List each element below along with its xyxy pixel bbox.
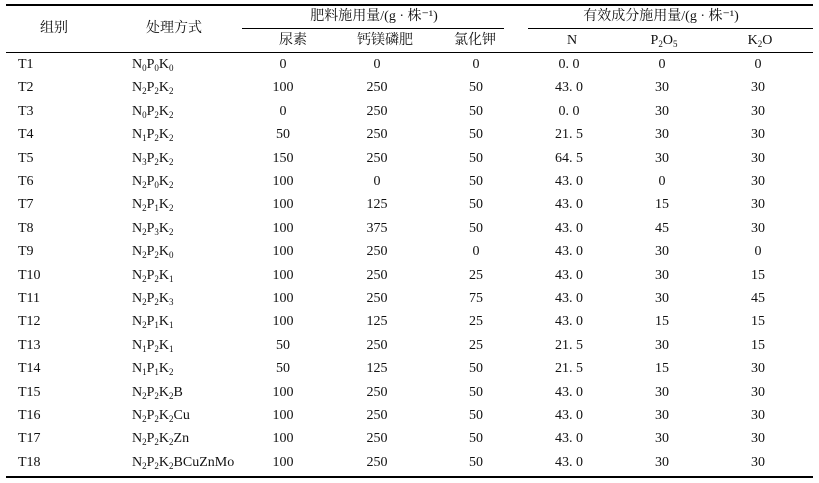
cell-kcl: 25 [469,267,483,283]
cell-n: 0. 0 [558,57,580,72]
cell-ca-mg-phosphate: 250 [366,454,388,470]
cell-urea: 100 [272,244,294,260]
col-header-treatment: 处理方式 [146,21,202,36]
cell-kcl: 50 [469,454,483,470]
cell-ca-mg-phosphate: 250 [366,267,388,283]
cell-p2o5: 30 [655,127,669,143]
cell-treatment: $N_2P_2K_2BCuZnMo$ [132,454,235,471]
cell-treatment: $N_2P_2K_2Cu$ [132,408,190,424]
cell-ca-mg-phosphate: 375 [366,220,388,236]
cell-p2o5: 30 [655,384,669,400]
cell-treatment: $N_2P_3K_2$ [132,220,174,237]
cell-n: 43. 0 [555,197,583,213]
cell-kcl: 50 [469,150,483,166]
cell-group: T8 [18,220,34,236]
cell-p2o5: 15 [655,314,669,330]
cell-kcl: 50 [469,220,483,236]
cell-ca-mg-phosphate: 250 [366,384,388,400]
cell-urea: 100 [272,454,294,470]
cell-k2o: 30 [751,103,765,119]
col-header-urea: 尿素 [279,33,307,48]
cell-treatment: $N_2P_2K_2B$ [132,384,183,401]
col-header-n: N [566,33,578,48]
col-header-group: 组别 [40,21,68,36]
cell-n: 43. 0 [555,174,583,189]
cell-kcl: 50 [469,197,483,213]
cell-treatment: $N_2P_2K_3$ [132,291,174,307]
cell-n: 43. 0 [555,431,583,447]
cell-n: 43. 0 [555,408,583,423]
cell-group: T18 [18,454,41,470]
cell-ca-mg-phosphate: 250 [366,408,388,423]
cell-urea: 100 [272,80,294,96]
cell-n: 43. 0 [555,314,583,330]
cell-urea: 100 [272,314,294,330]
top-rule [6,4,813,6]
cell-n: 43. 0 [555,454,583,470]
cell-urea: 100 [272,220,294,236]
cell-ca-mg-phosphate: 250 [366,103,388,119]
cell-treatment: $N_1P_2K_2$ [132,127,174,144]
cell-urea: 50 [276,337,290,353]
cell-group: T16 [18,408,41,423]
cell-treatment: $N_2P_1K_2$ [132,197,174,214]
cell-group: T12 [18,314,41,330]
cell-ca-mg-phosphate: 250 [366,127,388,143]
cell-k2o: 30 [751,197,765,213]
cell-group: T3 [18,103,34,119]
cell-p2o5: 0 [658,174,666,189]
cell-kcl: 50 [469,384,483,400]
cell-k2o: 45 [751,291,765,306]
cell-kcl: 75 [469,291,483,306]
cell-treatment: $N_3P_2K_2$ [132,150,174,167]
cell-k2o: 30 [751,454,765,470]
cell-k2o: 15 [751,337,765,353]
cell-k2o: 30 [751,80,765,96]
cell-k2o: 30 [751,150,765,166]
cell-group: T2 [18,80,34,96]
cell-k2o: 30 [751,220,765,236]
cell-treatment: $N_2P_2K_1$ [132,267,174,284]
cell-p2o5: 30 [655,337,669,353]
cell-treatment: $N_0P_2K_2$ [132,103,174,120]
cell-ca-mg-phosphate: 250 [366,337,388,353]
cell-ca-mg-phosphate: 250 [366,244,388,260]
cell-ca-mg-phosphate: 0 [373,174,381,189]
eff-group-rule [528,28,813,29]
cell-group: T1 [18,57,34,72]
cell-p2o5: 30 [655,80,669,96]
cell-urea: 0 [279,103,287,119]
cell-kcl: 50 [469,80,483,96]
cell-treatment: $N_2P_2K_2$ [132,80,174,97]
cell-urea: 100 [272,267,294,283]
cell-kcl: 0 [472,244,480,260]
cell-ca-mg-phosphate: 125 [366,197,388,213]
cell-k2o: 30 [751,174,765,189]
cell-n: 64. 5 [555,150,583,166]
cell-treatment: $N_1P_2K_1$ [132,337,174,354]
cell-kcl: 0 [472,57,480,72]
cell-urea: 100 [272,431,294,447]
header-rule [6,52,813,53]
cell-p2o5: 15 [655,197,669,213]
cell-k2o: 30 [751,408,765,423]
cell-group: T10 [18,267,41,283]
cell-ca-mg-phosphate: 0 [373,57,381,72]
cell-k2o: 30 [751,361,765,377]
cell-kcl: 50 [469,408,483,423]
cell-group: T14 [18,361,41,377]
cell-urea: 50 [276,127,290,143]
col-header-effective-amount: 有效成分施用量/(g · 株⁻¹) [583,9,739,24]
cell-urea: 100 [272,384,294,400]
cell-group: T6 [18,174,34,189]
cell-n: 43. 0 [555,267,583,283]
cell-p2o5: 30 [655,103,669,119]
cell-kcl: 50 [469,431,483,447]
cell-n: 43. 0 [555,291,583,306]
cell-ca-mg-phosphate: 125 [366,314,388,330]
cell-p2o5: 30 [655,150,669,166]
cell-treatment: $N_0P_0K_0$ [132,57,174,73]
cell-p2o5: 30 [655,454,669,470]
cell-p2o5: 30 [655,267,669,283]
cell-urea: 50 [276,361,290,377]
col-header-fertilizer-amount: 肥料施用量/(g · 株⁻¹) [310,9,438,24]
cell-urea: 100 [272,408,294,423]
col-header-kcl: 氯化钾 [454,33,496,48]
cell-n: 43. 0 [555,384,583,400]
cell-urea: 100 [272,291,294,306]
cell-group: T15 [18,384,41,400]
bottom-rule [6,476,813,478]
cell-group: T17 [18,431,41,447]
cell-k2o: 30 [751,384,765,400]
col-header-p2o5: $P_2O_5$ [650,33,678,49]
cell-urea: 100 [272,174,294,189]
cell-urea: 100 [272,197,294,213]
cell-p2o5: 30 [655,291,669,306]
cell-k2o: 0 [754,244,762,260]
cell-p2o5: 30 [655,431,669,447]
cell-n: 43. 0 [555,80,583,96]
cell-group: T11 [18,291,41,306]
cell-treatment: $N_1P_1K_2$ [132,361,174,378]
cell-p2o5: 15 [655,361,669,377]
cell-n: 21. 5 [555,127,583,143]
cell-kcl: 25 [469,314,483,330]
cell-group: T13 [18,337,41,353]
cell-n: 21. 5 [555,337,583,353]
cell-treatment: $N_2P_0K_2$ [132,174,174,190]
cell-group: T4 [18,127,34,143]
cell-kcl: 50 [469,103,483,119]
cell-k2o: 30 [751,127,765,143]
cell-n: 21. 5 [555,361,583,377]
cell-ca-mg-phosphate: 125 [366,361,388,377]
cell-k2o: 15 [751,314,765,330]
cell-kcl: 50 [469,361,483,377]
cell-p2o5: 0 [658,57,666,72]
cell-group: T9 [18,244,34,260]
cell-ca-mg-phosphate: 250 [366,431,388,447]
fert-group-rule [242,28,504,29]
cell-p2o5: 30 [655,244,669,260]
cell-n: 43. 0 [555,244,583,260]
cell-urea: 0 [279,57,287,72]
cell-treatment: $N_2P_1K_1$ [132,314,174,331]
cell-p2o5: 30 [655,408,669,423]
cell-group: T5 [18,150,34,166]
cell-ca-mg-phosphate: 250 [366,80,388,96]
cell-kcl: 50 [469,127,483,143]
cell-k2o: 30 [751,431,765,447]
cell-n: 43. 0 [555,220,583,236]
cell-treatment: $N_2P_2K_0$ [132,244,174,261]
cell-kcl: 50 [469,174,483,189]
cell-kcl: 25 [469,337,483,353]
cell-urea: 150 [272,150,294,166]
cell-group: T7 [18,197,34,213]
col-header-ca-mg-phosphate: 钙镁磷肥 [357,33,413,48]
cell-k2o: 15 [751,267,765,283]
cell-p2o5: 45 [655,220,669,236]
cell-ca-mg-phosphate: 250 [366,291,388,306]
cell-n: 0. 0 [558,103,580,119]
cell-ca-mg-phosphate: 250 [366,150,388,166]
cell-k2o: 0 [754,57,762,72]
cell-treatment: $N_2P_2K_2Zn$ [132,431,190,448]
col-header-k2o: $K_2O$ [747,33,773,49]
